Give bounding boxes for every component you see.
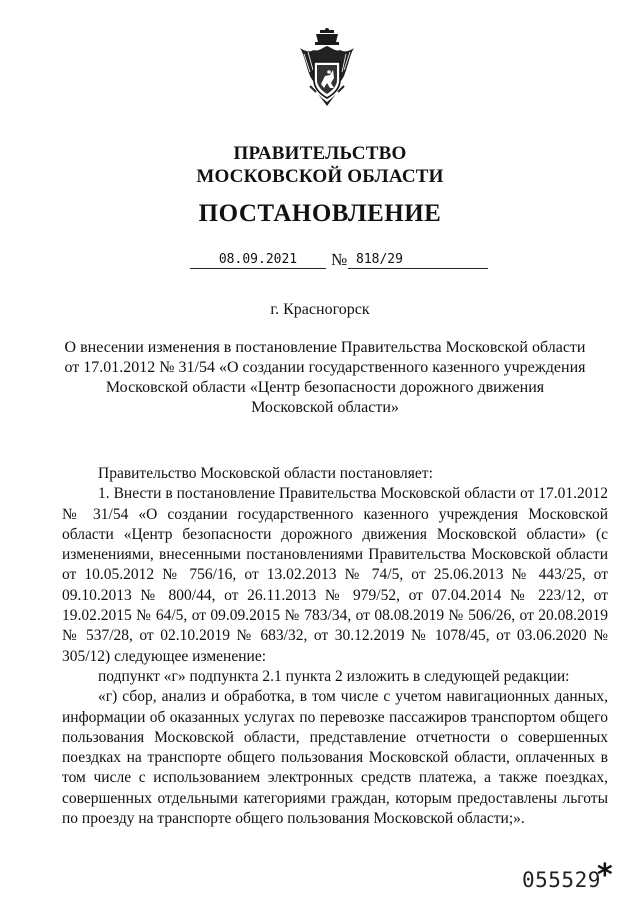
registration-line	[190, 252, 490, 272]
body-paragraph: «г) сбор, анализ и обработка, в том числе с учетом навигационных данных, информации об оказанных услугах по перевозке пассажиров транспортом общего пользования Московской области, представление отчетности о совершенных поездках на транспорте общего пользования Московской области, оплаченных в том числе с использованием электронных средств платежа, а также поездках, совершенных отдельными категориями граждан, которым предоставлены льготы по проезду на транспорте общего пользования Московской области;».	[62, 688, 608, 828]
serial-mark: *	[597, 858, 613, 893]
document-body	[62, 464, 608, 829]
document-type: ПОСТАНОВЛЕНИЕ	[198, 200, 442, 227]
coat-of-arms-icon	[296, 28, 358, 112]
number-sign: №	[331, 250, 348, 269]
body-paragraph: Правительство Московской области постановляет:	[98, 465, 433, 482]
title-line: от 17.01.2012 № 31/54 «О создании государственного казенного учреждения	[64, 359, 586, 376]
body-paragraph: 1. Внести в постановление Правительства Московской области от 17.01.2012 № 31/54 «О создании государственного казенного учреждения Московской области «Центр безопасности дорожного движения Московской области» (с изменениями, внесенными постановлениями Правительства Московской области от 10.05.2012 № 756/16, от 13.02.2013 № 74/5, от 25.06.2013 № 443/25, от 09.10.2013 № 800/44, от 26.11.2013 № 979/52, от 07.04.2014 № 223/12, от 19.02.2015 № 64/5, от 09.09.2015 № 783/34, от 08.08.2019 № 506/26, от 20.08.2019 № 537/28, от 02.10.2019 № 683/32, от 30.12.2019 № 1078/45, от 03.06.2020 № 305/12) следующее изменение:	[62, 485, 608, 665]
title-line: Московской области»	[251, 399, 399, 416]
title-line: О внесении изменения в постановление Правительства Московской области	[64, 339, 586, 356]
organization-name-line2: МОСКОВСКОЙ ОБЛАСТИ	[196, 166, 444, 187]
body-paragraph: подпункт «г» подпункта 2.1 пункта 2 изложить в следующей редакции:	[98, 667, 570, 685]
title-line: Московской области «Центр безопасности дорожного движения	[105, 379, 545, 396]
organization-name-line1: ПРАВИТЕЛЬСТВО	[233, 143, 407, 164]
city: г. Красногорск	[270, 301, 370, 318]
serial-number: 055529	[522, 868, 601, 892]
document-number: 818/29	[348, 252, 488, 269]
document-title	[60, 338, 590, 418]
document-date: 08.09.2021	[190, 252, 326, 269]
